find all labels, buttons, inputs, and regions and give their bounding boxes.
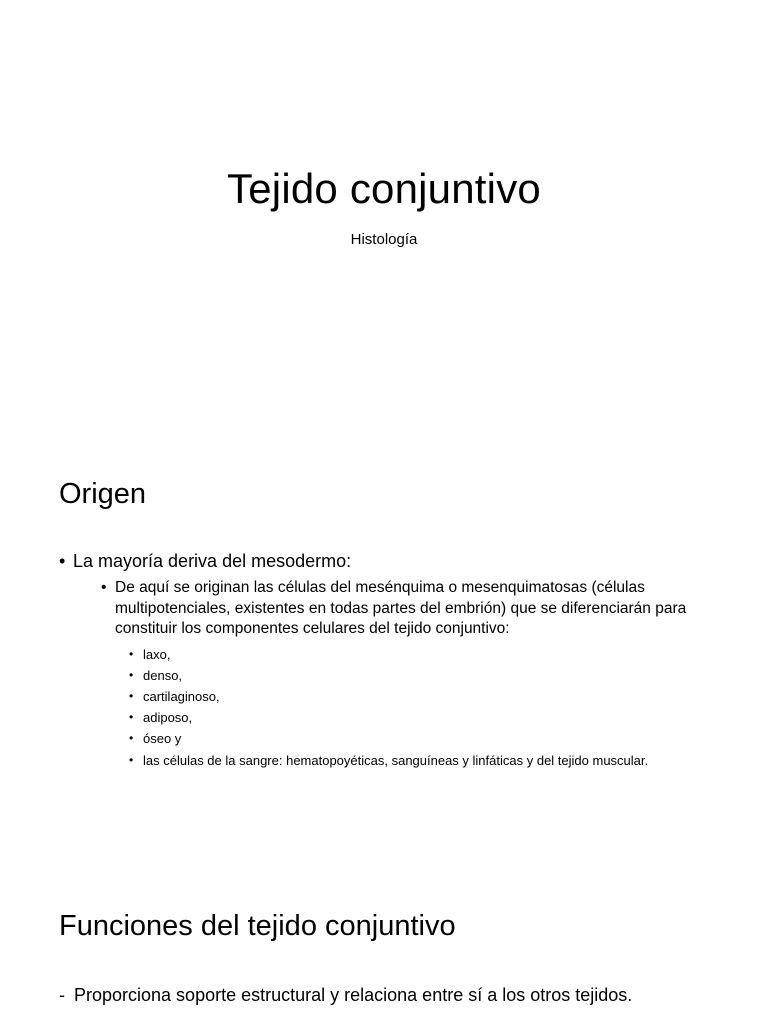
bullet-icon: • xyxy=(129,646,134,661)
list-item-text: La mayoría deriva del mesodermo: xyxy=(73,551,352,571)
bullet-icon: • xyxy=(129,752,134,767)
list-item-text: denso, xyxy=(143,667,183,683)
bullet-icon: • xyxy=(129,731,134,746)
page-title: Tejido conjuntivo xyxy=(227,165,541,212)
page-subtitle: Histología xyxy=(350,231,418,248)
origen-slide xyxy=(0,432,768,864)
list-item xyxy=(59,550,718,771)
list-item-text: adiposo, xyxy=(143,710,193,726)
list-item-text: Proporciona soporte estructural y relaciona entre sí a los otros tejidos. xyxy=(74,985,633,1005)
dash-bullet-icon: - xyxy=(59,985,65,1005)
list-item-text: óseo y xyxy=(143,731,182,747)
bullet-icon: • xyxy=(129,667,134,682)
list-item xyxy=(129,728,718,749)
list-item-text: laxo, xyxy=(143,646,171,662)
list-item-text: cartilaginoso, xyxy=(143,688,220,704)
list-item-text: las células de la sangre: hematopoyéticas, sanguíneas y linfáticas y del tejido muscular. xyxy=(143,752,649,768)
bullet-icon: • xyxy=(129,710,134,725)
list-item xyxy=(59,984,718,1006)
funciones-list xyxy=(59,984,718,1006)
bullet-icon: • xyxy=(101,579,107,596)
bullet-icon: • xyxy=(129,688,134,703)
funciones-slide xyxy=(0,864,768,1024)
list-item xyxy=(129,707,718,728)
origen-bullet-list xyxy=(59,550,718,771)
funciones-heading: Funciones del tejido conjuntivo xyxy=(59,910,456,942)
sub-sub-bullet-list xyxy=(115,644,718,771)
list-item xyxy=(101,578,718,771)
sub-bullet-list xyxy=(73,578,718,771)
origen-heading: Origen xyxy=(59,478,147,510)
list-item-text: De aquí se originan las células del mesénquima o mesenquimatosas (células multipotenciales, existentes en todas partes del embrión) que se diferenciarán para constituir los componentes celulares del tejido conjuntivo: xyxy=(115,579,687,637)
bullet-icon: • xyxy=(59,551,66,571)
list-item xyxy=(129,665,718,686)
list-item xyxy=(129,686,718,707)
title-slide xyxy=(0,0,768,432)
list-item xyxy=(129,644,718,665)
list-item xyxy=(129,750,718,771)
